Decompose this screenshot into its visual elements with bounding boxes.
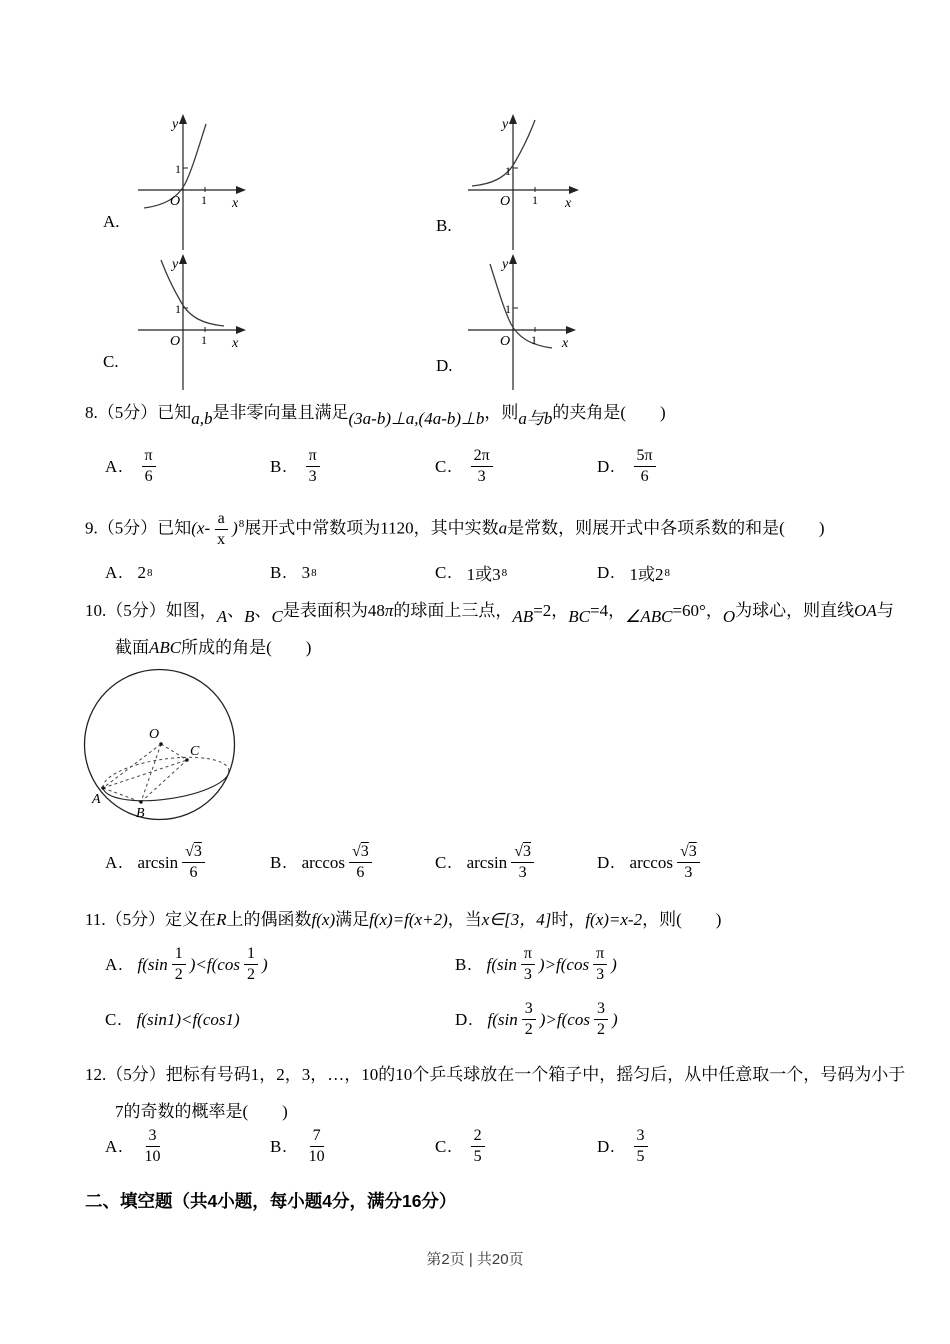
label-B: B xyxy=(136,806,145,821)
math-text: )<f(cos xyxy=(189,954,240,974)
option-c xyxy=(435,1126,597,1167)
superscript: 8 xyxy=(238,518,245,530)
math-text: f(sin xyxy=(486,954,517,974)
text: 是非零向量且满足 xyxy=(212,403,349,422)
text: 为球心，则直线 xyxy=(735,601,855,620)
option-label: A. xyxy=(105,852,124,872)
option-c xyxy=(435,446,597,487)
graph-option-a xyxy=(128,112,298,252)
option-b xyxy=(270,563,435,583)
fraction: $\frac{5\pi}{6}$ xyxy=(634,446,656,487)
question-9-stem xyxy=(85,506,909,550)
math-text: AB xyxy=(512,607,534,626)
origin-label: O xyxy=(500,334,511,349)
option-label: B. xyxy=(455,954,473,974)
math-text: f(sin1)<f(cos1) xyxy=(136,1009,240,1029)
option-a xyxy=(105,563,270,583)
x-tick-label: 1 xyxy=(531,333,537,347)
point-B xyxy=(139,800,142,803)
option-d xyxy=(597,560,899,585)
text: 10.（5分）如图， xyxy=(85,601,217,620)
math-text: ) xyxy=(611,1009,618,1029)
x-axis-arrow-icon xyxy=(236,326,246,334)
text: 8.（5分）已知 xyxy=(85,403,192,422)
option-label: A. xyxy=(105,562,124,582)
math-text: R xyxy=(216,910,227,929)
text: 9.（5分）已知 xyxy=(85,518,192,538)
option-label: A. xyxy=(105,1136,124,1156)
point-O xyxy=(159,742,162,745)
text: 满足 xyxy=(335,910,370,929)
option-a xyxy=(105,944,455,985)
math-text: )>f(cos xyxy=(538,954,590,974)
graph-option-d xyxy=(458,252,628,392)
text: 2 xyxy=(137,562,147,582)
fraction: $\frac{\pi}{3}$ xyxy=(306,446,320,487)
graph-letter-d: D. xyxy=(436,356,453,375)
math-text: )>f(cos xyxy=(539,1009,590,1029)
option-a xyxy=(105,1126,270,1167)
label-C: C xyxy=(190,744,200,759)
x-axis-label: x xyxy=(232,196,239,211)
option-label: D. xyxy=(597,852,616,872)
option-b xyxy=(270,446,435,487)
fraction: $\frac{2}{5}$ xyxy=(471,1126,485,1167)
fraction: $\frac{3}{2}$ xyxy=(522,999,536,1040)
section-2-heading: 二、填空题（共4小题，每小题4分，满分16分） xyxy=(85,1191,457,1211)
graph-c-plot xyxy=(128,252,298,392)
question-10-stem xyxy=(85,592,909,666)
segment-BC xyxy=(141,760,187,802)
y-axis-arrow-icon xyxy=(509,114,517,124)
math-text: x∈[3，4] xyxy=(481,910,552,929)
option-c xyxy=(435,842,597,883)
x-axis-label: x xyxy=(562,336,569,351)
math-text: OA xyxy=(854,601,877,620)
math-text: f(x) xyxy=(311,910,336,929)
graph-letter-a: A. xyxy=(103,212,120,231)
text: ，则 xyxy=(484,403,519,422)
question-11-stem xyxy=(85,901,909,938)
option-label: D. xyxy=(455,1009,474,1029)
text: 与截面 xyxy=(115,601,894,657)
graph-a-plot xyxy=(128,112,298,252)
text: =4， xyxy=(590,601,626,620)
option-b xyxy=(270,1126,435,1167)
superscript: 8 xyxy=(311,566,317,579)
text: =60°， xyxy=(672,601,723,620)
text: 3 xyxy=(301,562,311,582)
text: =2， xyxy=(533,601,569,620)
text: 是表面积为48 xyxy=(282,601,385,620)
fraction: $\frac{3}{5}$ xyxy=(634,1126,648,1167)
y-axis-arrow-icon xyxy=(179,114,187,124)
question-8-options xyxy=(85,446,899,487)
y-tick-label: 1 xyxy=(505,302,511,316)
math-text: A xyxy=(216,607,228,626)
fraction: $\frac{√3}{3}$ xyxy=(511,842,534,883)
text: 是常数，则展开式中各项系数的和是( ) xyxy=(507,518,825,538)
origin-label: O xyxy=(170,334,181,349)
x-tick-label: 1 xyxy=(201,193,207,207)
option-label: B. xyxy=(270,562,288,582)
point-A xyxy=(101,786,104,789)
x-axis-label: x xyxy=(232,336,239,351)
text: 、 xyxy=(227,601,245,620)
y-axis-label: y xyxy=(502,257,509,272)
option-label: A. xyxy=(105,954,124,974)
text: 展开式中常数项为1120，其中实数 xyxy=(244,518,499,538)
question-9-options xyxy=(85,560,899,585)
text: arcsin xyxy=(137,852,179,872)
y-axis-label: y xyxy=(172,257,179,272)
fraction: $\frac{1}{2}$ xyxy=(244,944,258,985)
x-axis-arrow-icon xyxy=(569,186,579,194)
origin-label: O xyxy=(170,194,181,209)
exponential-curve-decreasing-through-0-1 xyxy=(161,260,224,326)
text: arccos xyxy=(629,852,673,872)
text: 上的偶函数 xyxy=(226,910,312,929)
option-b xyxy=(455,944,899,985)
graph-letter-b: B. xyxy=(436,216,452,235)
math-text: f(x)=f(x+2) xyxy=(369,910,448,929)
x-tick-label: 1 xyxy=(201,333,207,347)
label-O: O xyxy=(149,727,160,742)
option-label: B. xyxy=(270,852,288,872)
fraction: $\frac{a}{x}$ xyxy=(214,509,228,550)
math-text: B xyxy=(244,607,255,626)
option-label: C. xyxy=(435,852,453,872)
text: 1或3 xyxy=(466,565,501,584)
x-axis-arrow-icon xyxy=(236,186,246,194)
text: 1或2 xyxy=(629,565,664,584)
sphere-diagram xyxy=(83,660,253,840)
text: ，则( ) xyxy=(642,910,722,929)
superscript: 8 xyxy=(664,566,671,579)
math-text: (x- xyxy=(191,518,211,538)
option-d xyxy=(455,999,899,1040)
graph-option-b xyxy=(458,112,628,252)
option-d xyxy=(597,1126,899,1167)
math-text: ABC xyxy=(149,638,182,657)
question-8-stem xyxy=(85,394,909,431)
point-C xyxy=(185,758,188,761)
fraction: $\frac{\pi}{3}$ xyxy=(593,944,607,985)
x-axis-label: x xyxy=(565,196,572,211)
option-label: B. xyxy=(270,456,288,476)
option-c xyxy=(435,560,597,585)
segment-OC xyxy=(161,744,187,760)
text: 12.（5分）把标有号码1，2，3，…，10的10个乒乓球放在一个箱子中，摇匀后，从中任意取一个，号码为小于7的奇数的概率是( ) xyxy=(85,1065,906,1121)
math-text: ) xyxy=(261,954,268,974)
math-text: C xyxy=(271,607,283,626)
y-tick-label: 1 xyxy=(175,302,181,316)
fraction: $\frac{√3}{3}$ xyxy=(677,842,700,883)
option-label: D. xyxy=(597,562,616,582)
math-text: f(sin xyxy=(487,1009,518,1029)
fraction: $\frac{2\pi}{3}$ xyxy=(471,446,493,487)
text: ，当 xyxy=(447,910,482,929)
section-circle xyxy=(100,750,231,807)
option-b xyxy=(270,842,435,883)
text: 、 xyxy=(254,601,272,620)
option-label: D. xyxy=(597,456,616,476)
math-text: a,b xyxy=(191,409,213,428)
section-ellipse-back-arc xyxy=(100,750,229,787)
text: 时， xyxy=(551,910,586,929)
math-text: ) xyxy=(611,954,617,974)
math-text: BC xyxy=(568,607,591,626)
text: 的夹角是( ) xyxy=(552,403,666,422)
label-A: A xyxy=(92,792,101,807)
option-label: C. xyxy=(435,456,453,476)
math-text: ∠ABC xyxy=(625,607,673,626)
fraction: $\frac{\pi}{3}$ xyxy=(521,944,535,985)
fraction: $\frac{3}{2}$ xyxy=(594,999,608,1040)
graph-letter-c: C. xyxy=(103,352,119,371)
x-tick-label: 1 xyxy=(532,193,538,207)
math-text: f(sin xyxy=(137,954,168,974)
option-label: C. xyxy=(435,1136,453,1156)
y-tick-label: 1 xyxy=(175,162,181,176)
fraction: $\frac{7}{10}$ xyxy=(308,1127,325,1165)
text: 11.（5分）定义在 xyxy=(85,910,217,929)
question-10-options xyxy=(85,842,899,883)
question-11-options-ab xyxy=(85,944,899,985)
fraction: $\frac{√3}{6}$ xyxy=(349,842,372,883)
superscript: 8 xyxy=(147,566,153,579)
text: arccos xyxy=(301,852,346,872)
y-axis-arrow-icon xyxy=(509,254,517,264)
graph-b-plot xyxy=(458,112,628,252)
text: arcsin xyxy=(466,852,508,872)
y-axis-label: y xyxy=(502,117,509,132)
option-label: A. xyxy=(105,456,124,476)
option-d xyxy=(597,842,899,883)
math-text: (3a-b)⊥a,(4a-b)⊥b xyxy=(348,409,485,428)
section-ellipse-front-arc xyxy=(103,770,232,807)
graph-d-plot xyxy=(458,252,628,392)
origin-label: O xyxy=(500,194,511,209)
y-axis-label: y xyxy=(172,117,179,132)
math-text: a与b xyxy=(518,409,553,428)
fraction: $\frac{\pi}{6}$ xyxy=(142,446,156,487)
question-12-options xyxy=(85,1126,899,1167)
math-text: π xyxy=(384,601,394,620)
text: 所成的角是( ) xyxy=(181,638,312,657)
sphere-figure xyxy=(83,660,253,845)
option-label: B. xyxy=(270,1136,288,1156)
segment-OA xyxy=(103,744,161,788)
option-c xyxy=(105,1010,455,1030)
math-text: f(x)=x-2 xyxy=(585,910,643,929)
text: 的球面上三点， xyxy=(393,601,513,620)
y-axis-arrow-icon xyxy=(179,254,187,264)
fraction: $\frac{3}{10}$ xyxy=(144,1127,161,1165)
segment-AC xyxy=(103,760,187,788)
option-d xyxy=(597,446,899,487)
superscript: 8 xyxy=(501,566,508,579)
x-axis-arrow-icon xyxy=(566,326,576,334)
option-a xyxy=(105,446,270,487)
option-label: C. xyxy=(105,1009,123,1029)
question-12-stem xyxy=(85,1056,909,1130)
graph-option-c xyxy=(128,252,298,392)
option-label: C. xyxy=(435,562,453,582)
fraction: $\frac{√3}{6}$ xyxy=(182,842,205,883)
y-tick-label: 1 xyxy=(505,164,511,178)
option-a xyxy=(105,842,270,883)
fraction: $\frac{1}{2}$ xyxy=(172,944,186,985)
question-11-options-cd xyxy=(85,999,899,1040)
math-text: a xyxy=(498,518,508,538)
option-label: D. xyxy=(597,1136,616,1156)
math-text: ) xyxy=(232,518,238,538)
page-footer: 第2页 | 共20页 xyxy=(426,1251,524,1268)
math-text: O xyxy=(722,607,736,626)
